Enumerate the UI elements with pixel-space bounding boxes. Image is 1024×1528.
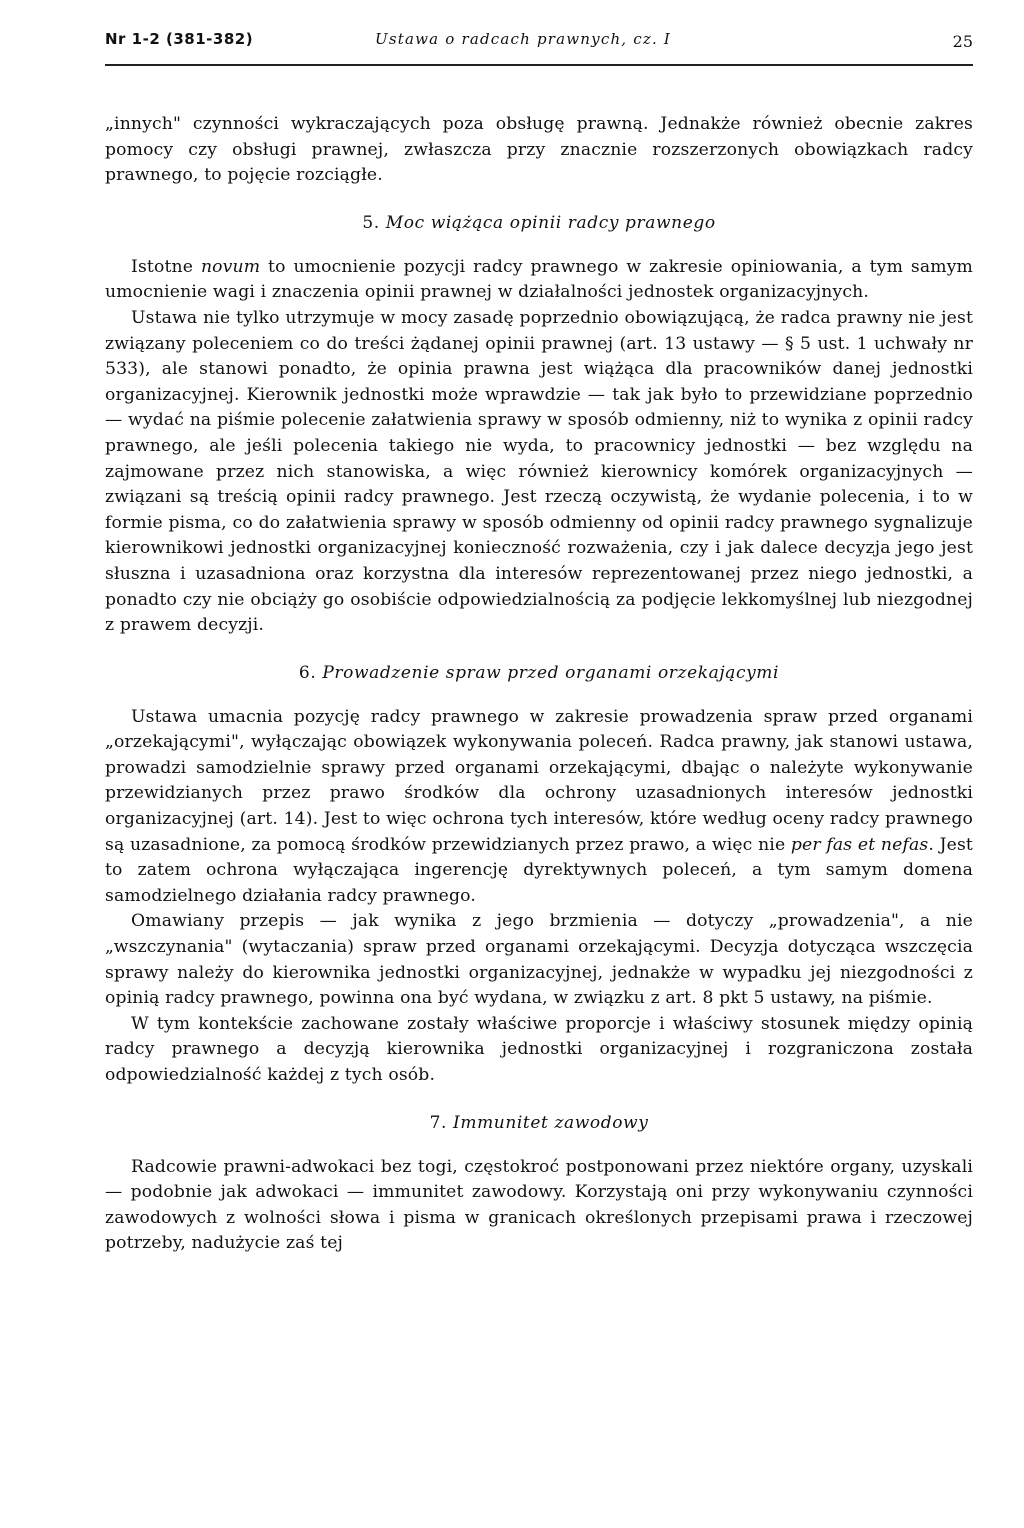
intro-paragraph: „innych" czynności wykraczających poza obsługę prawną. Jednakże również obecnie zakres pomocy czy obsługi prawnej, zwłaszcza przy znacznie rozszerzonych obowiązkach radcy prawnego, to pojęcie rozciągłe. <box>105 114 973 186</box>
section-5-title: Moc wiążąca opinii radcy prawnego <box>385 212 716 233</box>
section-5-heading <box>105 210 973 236</box>
section-6-paragraph-3: W tym kontekście zachowane zostały właściwe proporcje i właściwy stosunek między opinią radcy prawnego a decyzją kierownika jednostki organizacyjnej i rozgraniczona została odpowiedzialność każdej z tych osób. <box>105 1013 973 1085</box>
text-run: to umocnienie pozycji radcy prawnego w zakresie opiniowania, a tym samym umocnienie wagi i znaczenia opinii prawnej w działalności jednostek organizacyjnych. <box>105 256 974 303</box>
text-run: Ustawa umacnia pozycję radcy prawnego w zakresie prowadzenia spraw przed organami „orzekającymi", wyłączając obowiązek wykonywania poleceń. Radca prawny, jak stanowi ustawa, prowadzi samodzielnie sprawy przed organami orzekającymi, dbając o należyte wykonywanie przewidzianych przez prawo środków dla ochrony uzasadnionych interesów jednostki organizacyjnej (art. 14). Jest to więc ochrona tych interesów, które według oceny radcy prawnego są uzasadnione, za pomocą środków przewidzianych przez prawo, a więc nie <box>105 706 973 855</box>
section-5-paragraph-1 <box>105 255 973 306</box>
section-7-title: Immunitet zawodowy <box>453 1112 649 1133</box>
section-6-heading <box>105 660 973 686</box>
text-run: . Jest to zatem ochrona wyłączająca ingerencję dyrektywnych poleceń, a tym samym domena samodzielnego działania radcy prawnego. <box>105 834 973 906</box>
emphasis-novum: novum <box>200 256 261 277</box>
section-6-paragraph-2: Omawiany przepis — jak wynika z jego brzmienia — dotyczy „prowadzenia", a nie „wszczynania" (wytaczania) spraw przed organami orzekającymi. Decyzja dotycząca wszczęcia sprawy należy do kierownika jednostki organizacyjnej, jednakże w wypadku jej niezgodności z opinią radcy prawnego, powinna ona być wydana, w związku z art. 8 pkt 5 ustawy, na piśmie. <box>105 911 973 1009</box>
emphasis-latin: per fas et nefas <box>790 834 929 855</box>
section-7-number: 7. <box>429 1112 448 1133</box>
section-5-number: 5. <box>362 212 380 233</box>
page-number: 25 <box>952 32 973 51</box>
section-6-paragraph-1 <box>105 705 973 910</box>
running-head <box>105 22 973 66</box>
section-6-number: 6. <box>298 662 317 683</box>
section-6-title: Prowadzenie spraw przed organami orzekającymi <box>322 662 780 683</box>
issue-number: Nr 1-2 (381-382) <box>105 30 254 48</box>
text-run: Istotne <box>131 256 201 277</box>
article-body <box>105 112 973 1257</box>
section-7-heading <box>105 1110 973 1136</box>
section-5-paragraph-2: Ustawa nie tylko utrzymuje w mocy zasadę poprzednio obowiązującą, że radca prawny nie jest związany poleceniem co do treści żądanej opinii prawnej (art. 13 ustawy — § 5 ust. 1 uchwały nr 533), ale stanowi ponadto, że opinia prawna jest wiążąca dla pracowników danej jednostki organizacyjnej. Kierownik jednostki może wprawdzie — tak jak było to przewidziane poprzednio — wydać na piśmie polecenie załatwienia sprawy w sposób odmienny, niż to wynika z opinii radcy prawnego, ale jeśli polecenia takiego nie wyda, to pracownicy jednostki — bez względu na zajmowane przez nich stanowiska, a więc również kierownicy komórek organizacyjnych — związani są treścią opinii radcy prawnego. Jest rzeczą oczywistą, że wydanie polecenia, i to w formie pisma, co do załatwienia sprawy w sposób odmienny od opinii radcy prawnego sygnalizuje kierownikowi jednostki organizacyjnej konieczność rozważenia, czy i jak dalece decyzja jego jest słuszna i uzasadniona oraz korzystna dla interesów reprezentowanej przez niego jednostki, a ponadto czy nie obciąży go osobiście odpowiedzialnością za podjęcie lekkomyślnej lub niezgodnej z prawem decyzji. <box>105 307 973 636</box>
running-title: Ustawa o radcach prawnych, cz. I <box>375 30 671 48</box>
section-7-paragraph-1: Radcowie prawni-adwokaci bez togi, częstokroć postponowani przez niektóre organy, uzyskali — podobnie jak adwokaci — immunitet zawodowy. Korzystają oni przy wykonywaniu czynności zawodowych z wolności słowa i pisma w granicach określonych przepisami prawa i rzeczowej potrzeby, nadużycie zaś tej <box>105 1156 973 1254</box>
